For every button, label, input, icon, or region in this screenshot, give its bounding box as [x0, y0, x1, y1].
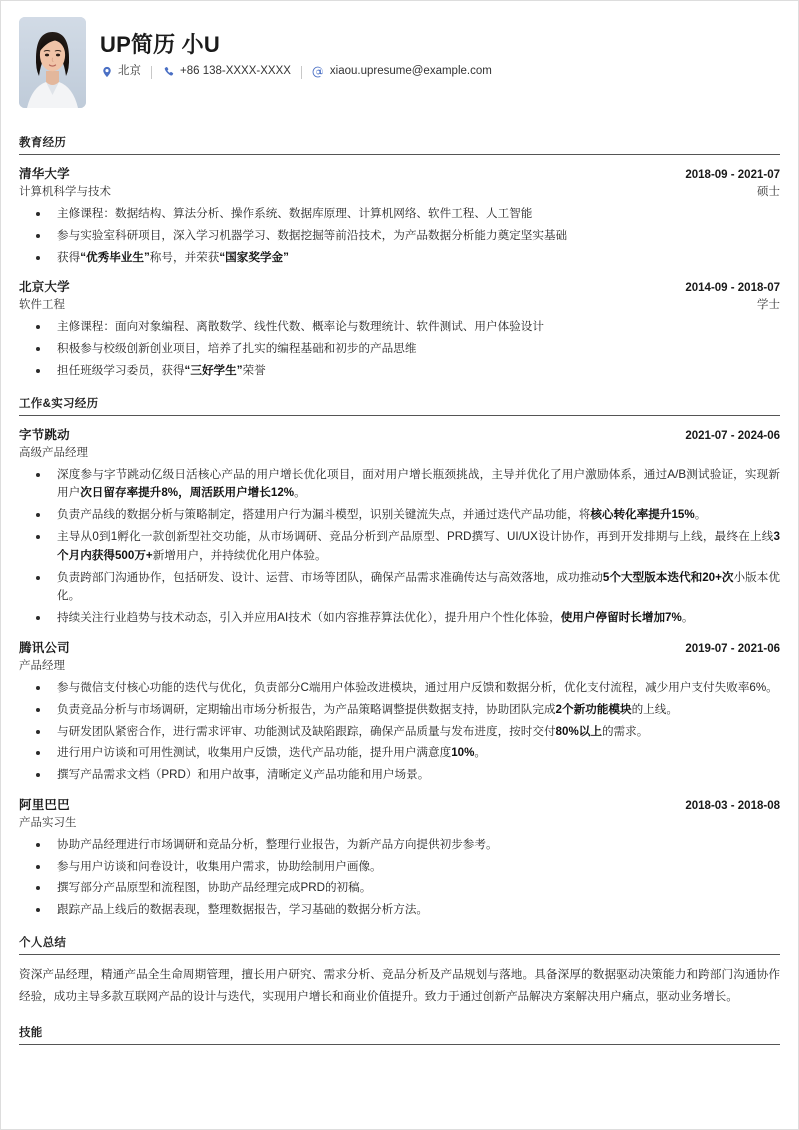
bullet-item: 进行用户访谈和可用性测试，收集用户反馈，迭代产品功能，提升用户满意度10%。	[19, 744, 780, 763]
bullet-item: 参与用户访谈和问卷设计，收集用户需求，协助绘制用户画像。	[19, 858, 780, 877]
section-title-skills: 技能	[19, 1024, 780, 1045]
education-entry	[19, 277, 780, 380]
header-text-block	[100, 17, 780, 79]
summary-paragraph: 资深产品经理，精通产品全生命周期管理，擅长用户研究、需求分析、竞品分析及产品规划与落地。具备深厚的数据驱动决策能力和跨部门沟通协作经验，成功主导多款互联网产品的设计与迭代，实现用户增长和商业价值提升。致力于通过创新产品解决方案解决用户痛点，驱动业务增长。	[19, 967, 780, 1004]
section-skills	[19, 1024, 780, 1045]
entry-role: 产品实习生	[19, 816, 77, 829]
entry-bullet-list	[19, 466, 780, 628]
entry-header-row	[19, 277, 780, 295]
resume-header	[19, 17, 780, 120]
entry-subheader-row	[19, 296, 780, 312]
email-icon	[312, 66, 325, 79]
entry-role: 产品经理	[19, 659, 65, 672]
entry-organization: 字节跳动	[19, 427, 70, 442]
bullet-item: 撰写部分产品原型和流程图，协助产品经理完成PRD的初稿。	[19, 879, 780, 898]
entry-role: 软件工程	[19, 299, 65, 312]
entry-date-range: 2019-07 - 2021-06	[685, 642, 780, 655]
bullet-item: 持续关注行业趋势与技术动态，引入并应用AI技术（如内容推荐算法优化），提升用户个性化体验，使用户停留时长增加7%。	[19, 609, 780, 628]
education-entry	[19, 164, 780, 267]
bullet-item: 参与微信支付核心功能的迭代与优化，负责部分C端用户体验改进模块，通过用户反馈和数据分析，优化支付流程，减少用户支付失败率6%。	[19, 679, 780, 698]
entry-header-row	[19, 795, 780, 813]
bullet-item: 积极参与校级创新创业项目，培养了扎实的编程基础和初步的产品思维	[19, 340, 780, 359]
entry-subheader-row	[19, 183, 780, 199]
entry-organization: 北京大学	[19, 280, 70, 295]
entry-organization: 阿里巴巴	[19, 797, 70, 812]
bullet-item: 跟踪产品上线后的数据表现，整理数据报告，学习基础的数据分析方法。	[19, 901, 780, 920]
entry-bullet-list	[19, 205, 780, 267]
entry-role: 高级产品经理	[19, 446, 88, 459]
contact-location-value: 北京	[118, 65, 141, 78]
experience-entry	[19, 795, 780, 920]
entry-role: 计算机科学与技术	[19, 186, 111, 198]
entry-date-range: 2018-03 - 2018-08	[685, 799, 780, 812]
entry-date-range: 2021-07 - 2024-06	[685, 429, 780, 442]
experience-entry	[19, 425, 780, 628]
entry-date-range: 2018-09 - 2021-07	[685, 169, 780, 181]
bullet-item: 主修课程：面向对象编程、离散数学、线性代数、概率论与数理统计、软件测试、用户体验设计	[19, 318, 780, 337]
entry-header-row	[19, 164, 780, 182]
contact-email-value: xiaou.upresume@example.com	[329, 65, 492, 78]
phone-icon	[162, 66, 175, 79]
contact-phone	[162, 66, 291, 79]
page-title: UP简历 小U	[100, 32, 220, 57]
section-title-experience: 工作&实习经历	[19, 395, 780, 416]
bullet-item: 深度参与字节跳动亿级日活核心产品的用户增长优化项目，面对用户增长瓶颈挑战，主导并优化了用户激励体系，通过A/B测试验证，实现新用户次日留存率提升8%，周活跃用户增长12%。	[19, 466, 780, 504]
contact-divider	[301, 66, 302, 79]
bullet-item: 参与实验室科研项目，深入学习机器学习、数据挖掘等前沿技术，为产品数据分析能力奠定坚实基础	[19, 227, 780, 246]
entry-header-row	[19, 638, 780, 656]
entry-organization: 清华大学	[19, 167, 70, 181]
section-title-summary: 个人总结	[19, 934, 780, 955]
entry-subheader-row	[19, 657, 780, 673]
entry-degree: 学士	[757, 299, 780, 312]
bullet-item: 与研发团队紧密合作，进行需求评审、功能测试及缺陷跟踪，确保产品质量与发布进度，按时交付80%以上的需求。	[19, 723, 780, 742]
avatar	[19, 17, 86, 108]
section-experience	[19, 395, 780, 920]
experience-entry	[19, 638, 780, 785]
location-icon	[100, 66, 113, 79]
bullet-item: 负责竞品分析与市场调研，定期输出市场分析报告，为产品策略调整提供数据支持，协助团队完成2个新功能模块的上线。	[19, 701, 780, 720]
entry-bullet-list	[19, 679, 780, 785]
entry-bullet-list	[19, 318, 780, 380]
bullet-item: 主导从0到1孵化一款创新型社交功能，从市场调研、竞品分析到产品原型、PRD撰写、UI/UX设计协作，再到开发排期与上线，最终在上线3个月内获得500万+新增用户，并持续优化用户体验。	[19, 528, 780, 566]
contact-email	[312, 66, 492, 79]
bullet-item: 负责产品线的数据分析与策略制定，搭建用户行为漏斗模型，识别关键流失点，并通过迭代产品功能，将核心转化率提升15%。	[19, 506, 780, 525]
entry-bullet-list	[19, 836, 780, 920]
bullet-item: 获得“优秀毕业生”称号，并荣获“国家奖学金”	[19, 249, 780, 268]
entry-subheader-row	[19, 444, 780, 460]
entry-degree: 硕士	[757, 186, 780, 198]
bullet-item: 主修课程：数据结构、算法分析、操作系统、数据库原理、计算机网络、软件工程、人工智能	[19, 205, 780, 224]
entry-subheader-row	[19, 814, 780, 830]
contact-phone-value: +86 138-XXXX-XXXX	[180, 65, 291, 78]
bullet-item: 撰写产品需求文档（PRD）和用户故事，清晰定义产品功能和用户场景。	[19, 766, 780, 785]
contact-divider	[151, 66, 152, 79]
entry-date-range: 2014-09 - 2018-07	[685, 282, 780, 295]
section-education	[19, 134, 780, 381]
section-summary	[19, 934, 780, 1009]
bullet-item: 担任班级学习委员，获得“三好学生”荣誉	[19, 362, 780, 381]
entry-organization: 腾讯公司	[19, 640, 70, 655]
bullet-item: 负责跨部门沟通协作，包括研发、设计、运营、市场等团队，确保产品需求准确传达与高效落地，成功推动5个大型版本迭代和20+次小版本优化。	[19, 569, 780, 607]
contact-list	[100, 66, 780, 79]
bullet-item: 协助产品经理进行市场调研和竞品分析，整理行业报告，为新产品方向提供初步参考。	[19, 836, 780, 855]
section-title-education: 教育经历	[19, 134, 780, 155]
entry-header-row	[19, 425, 780, 443]
contact-location	[100, 66, 141, 79]
